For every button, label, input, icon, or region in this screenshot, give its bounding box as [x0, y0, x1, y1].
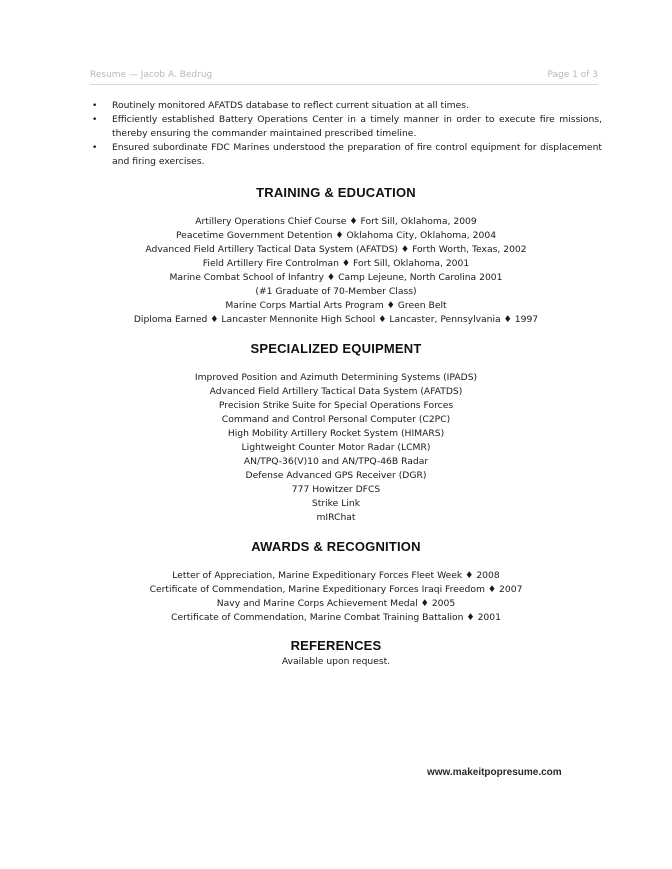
experience-bullets	[90, 99, 602, 169]
training-item: (#1 Graduate of 70-Member Class)	[255, 286, 417, 297]
awards-list	[0, 569, 672, 625]
bullet-item	[90, 113, 602, 141]
bullet-icon: •	[92, 101, 98, 111]
references-text: Available upon request.	[281, 656, 391, 667]
bullet-icon: •	[92, 115, 98, 125]
equipment-title: SPECIALIZED EQUIPMENT	[250, 341, 422, 356]
award-item: Letter of Appreciation, Marine Expeditionary Forces Fleet Week ♦ 2008	[172, 570, 500, 581]
equipment-item: Improved Position and Azimuth Determining Systems (IPADS)	[194, 372, 478, 383]
header-name: Resume — Jacob A. Bedrug	[90, 70, 213, 80]
equipment-item: 777 Howitzer DFCS	[291, 484, 381, 495]
training-item: Field Artillery Fire Controlman ♦ Fort Sill, Oklahoma, 2001	[202, 258, 470, 269]
bullet-text: Routinely monitored AFATDS database to reflect current situation at all times.	[112, 100, 469, 111]
bullet-text: Efficiently established Battery Operations Center in a timely manner in order to execute fire missions, thereby ensuring the commander maintained prescribed timeline.	[112, 114, 602, 139]
equipment-item: Advanced Field Artillery Tactical Data System (AFATDS)	[209, 386, 463, 397]
references-list	[0, 655, 672, 669]
training-item: Artillery Operations Chief Course ♦ Fort Sill, Oklahoma, 2009	[195, 216, 477, 227]
bullet-text: Ensured subordinate FDC Marines understood the preparation of fire control equipment for displacement and firing exercises.	[112, 142, 602, 167]
equipment-item: Command and Control Personal Computer (C2PC)	[221, 414, 451, 425]
equipment-item: Defense Advanced GPS Receiver (DGR)	[245, 470, 427, 481]
equipment-list	[0, 371, 672, 525]
equipment-item: High Mobility Artillery Rocket System (HIMARS)	[227, 428, 445, 439]
awards-title: AWARDS & RECOGNITION	[251, 539, 421, 554]
equipment-item: Lightweight Counter Motor Radar (LCMR)	[241, 442, 431, 453]
award-item: Certificate of Commendation, Marine Combat Training Battalion ♦ 2001	[171, 612, 501, 623]
award-item: Navy and Marine Corps Achievement Medal ♦ 2005	[216, 598, 456, 609]
page-header	[90, 70, 598, 85]
bullet-icon: •	[92, 143, 98, 153]
header-page-number: Page 1 of 3	[547, 70, 598, 80]
equipment-item: Strike Link	[311, 498, 361, 509]
award-item: Certificate of Commendation, Marine Expeditionary Forces Iraqi Freedom ♦ 2007	[149, 584, 523, 595]
training-item: Marine Combat School of Infantry ♦ Camp Lejeune, North Carolina 2001	[169, 272, 503, 283]
training-item: Marine Corps Martial Arts Program ♦ Green Belt	[225, 300, 447, 311]
bullet-item	[90, 141, 602, 169]
equipment-item: mIRChat	[316, 512, 356, 523]
watermark-url: www.makeitpopresume.com	[427, 767, 562, 778]
training-item: Peacetime Government Detention ♦ Oklahoma City, Oklahoma, 2004	[175, 230, 497, 241]
training-item: Advanced Field Artillery Tactical Data System (AFATDS) ♦ Forth Worth, Texas, 2002	[145, 244, 527, 255]
training-title: TRAINING & EDUCATION	[256, 185, 416, 200]
bullet-item	[90, 99, 602, 113]
training-item: Diploma Earned ♦ Lancaster Mennonite High School ♦ Lancaster, Pennsylvania ♦ 1997	[133, 314, 539, 325]
equipment-item: Precision Strike Suite for Special Operations Forces	[218, 400, 454, 411]
references-title: REFERENCES	[290, 638, 382, 653]
equipment-item: AN/TPQ-36(V)10 and AN/TPQ-46B Radar	[243, 456, 429, 467]
training-list	[0, 215, 672, 327]
